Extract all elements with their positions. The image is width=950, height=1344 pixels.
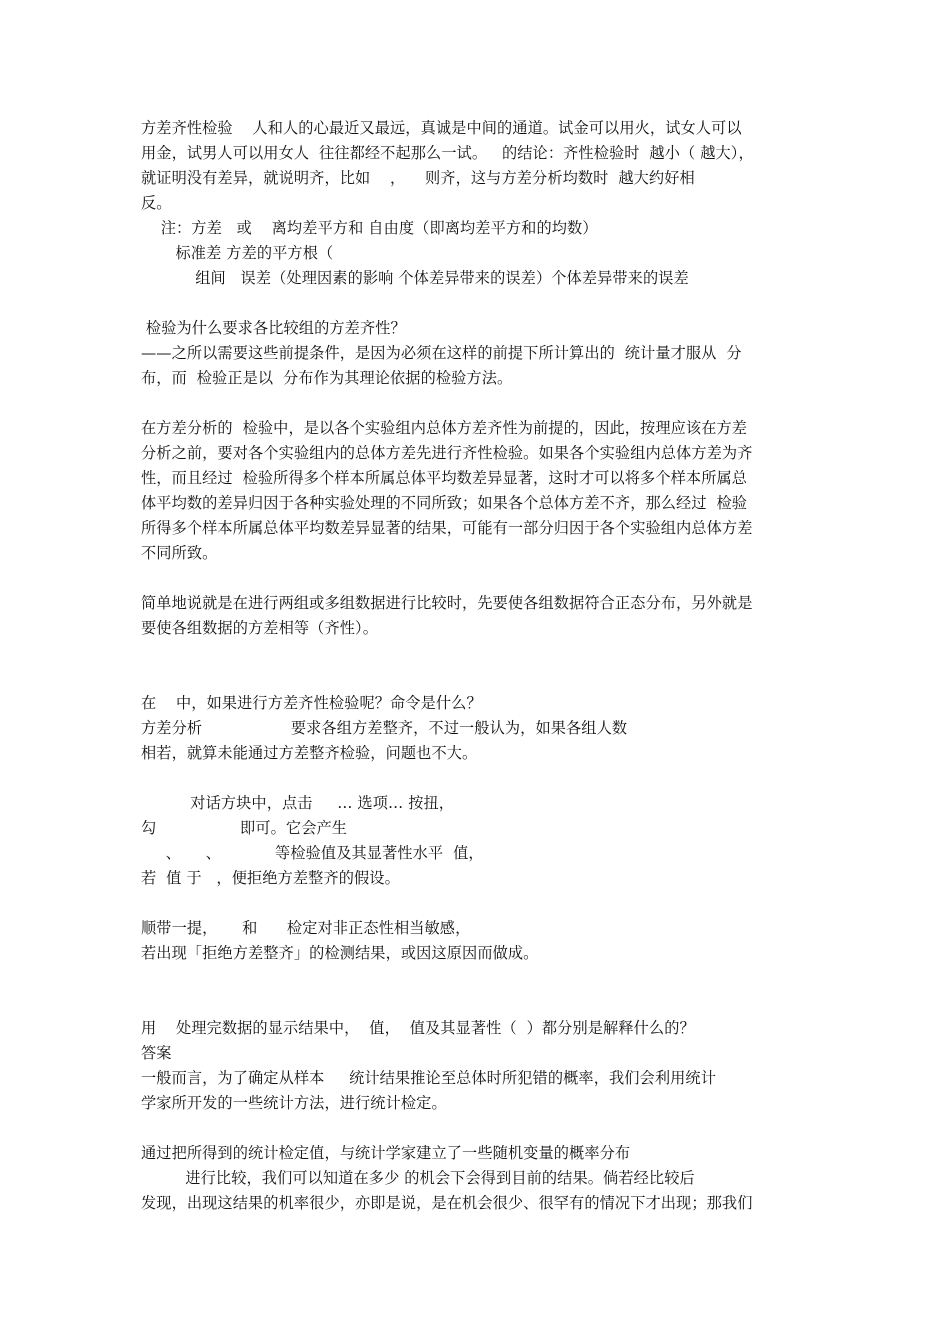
text-line: 所得多个样本所属总体平均数差异显著的结果，可能有一部分归因于各个实验组内总体方差 — [141, 519, 753, 537]
text-line: 注：方差 或 离均差平方和 自由度（即离均差平方和的均数） — [141, 219, 598, 237]
text-line — [141, 966, 813, 990]
text-line: 、 、 等检验值及其显著性水平 值， — [141, 844, 484, 862]
text-line — [141, 641, 813, 665]
text-line: 反。 — [141, 194, 172, 212]
text-line: 性，而且经过 检验所得多个样本所属总体平均数差异显著，这时才可以将多个样本所属总 — [141, 469, 748, 487]
text-line: 发现，出现这结果的机率很少，亦即是说，是在机会很少、很罕有的情况下才出现；那我们 — [141, 1194, 753, 1212]
text-line: 在 中，如果进行方差齐性检验呢？命令是什么？ — [141, 694, 482, 712]
text-line: 组间 误差（处理因素的影响 个体差异带来的误差）个体差异带来的误差 — [141, 269, 689, 287]
text-line: 一般而言，为了确定从样本 统计结果推论至总体时所犯错的概率，我们会利用统计 — [141, 1069, 716, 1087]
text-line: 用金，试男人可以用女人 往往都经不起那么一试。 的结论：齐性检验时 越小（ 越大）， — [141, 144, 754, 162]
text-line: 进行比较，我们可以知道在多少 的机会下会得到目前的结果。倘若经比较后 — [141, 1169, 695, 1187]
text-line: 在方差分析的 检验中，是以各个实验组内总体方差齐性为前提的，因此，按理应该在方差 — [141, 419, 748, 437]
text-line: 标准差 方差的平方根（ — [141, 244, 334, 262]
text-line: 通过把所得到的统计检定值，与统计学家建立了一些随机变量的概率分布 — [141, 1144, 631, 1162]
text-line: 用 处理完数据的显示结果中， 值， 值及其显著性（ ）都分别是解释什么的？ — [141, 1019, 695, 1037]
text-line — [141, 391, 813, 415]
text-line: 若 值 于 ，便拒绝方差整齐的假设。 — [141, 869, 400, 887]
text-line — [141, 291, 813, 315]
text-line: 答案 — [141, 1044, 172, 1062]
text-line: 就证明没有差异，就说明齐，比如 ， 则齐，这与方差分析均数时 越大约好相 — [141, 169, 695, 187]
text-line: 不同所致。 — [141, 544, 218, 562]
text-line: 简单地说就是在进行两组或多组数据进行比较时，先要使各组数据符合正态分布，另外就是 — [141, 594, 753, 612]
text-line — [141, 566, 813, 590]
text-line — [141, 666, 813, 690]
text-line: 检验为什么要求各比较组的方差齐性？ — [141, 319, 406, 337]
text-line: 方差分析 要求各组方差整齐，不过一般认为，如果各组人数 — [141, 719, 628, 737]
text-line: 对话方块中，点击 … 选项… 按扭， — [141, 794, 455, 812]
text-line: 方差齐性检验 人和人的心最近又最远，真诚是中间的通道。试金可以用火，试女人可以 — [141, 119, 742, 137]
text-line: 顺带一提， 和 检定对非正态性相当敏感， — [141, 919, 471, 937]
text-line: ——之所以需要这些前提条件，是因为必须在这样的前提下所计算出的 统计量才服从 分 — [141, 344, 742, 362]
text-line: 勾 即可。它会产生 — [141, 819, 348, 837]
text-line: 分析之前，要对各个实验组内的总体方差先进行齐性检验。如果各个实验组内总体方差为齐 — [141, 444, 753, 462]
text-line: 布，而 检验正是以 分布作为其理论依据的检验方法。 — [141, 369, 513, 387]
text-line — [141, 991, 813, 1015]
text-line: 若出现「拒绝方差整齐」的检测结果，或因这原因而做成。 — [141, 944, 539, 962]
text-line: 学家所开发的一些统计方法，进行统计检定。 — [141, 1094, 447, 1112]
text-line — [141, 1116, 813, 1140]
text-line — [141, 766, 813, 790]
text-line: 要使各组数据的方差相等（齐性）。 — [141, 619, 378, 637]
text-line: 相若，就算未能通过方差整齐检验，问题也不大。 — [141, 744, 478, 762]
text-line: 体平均数的差异归因于各种实验处理的不同所致；如果各个总体方差不齐，那么经过 检验 — [141, 494, 748, 512]
text-line — [141, 891, 813, 915]
